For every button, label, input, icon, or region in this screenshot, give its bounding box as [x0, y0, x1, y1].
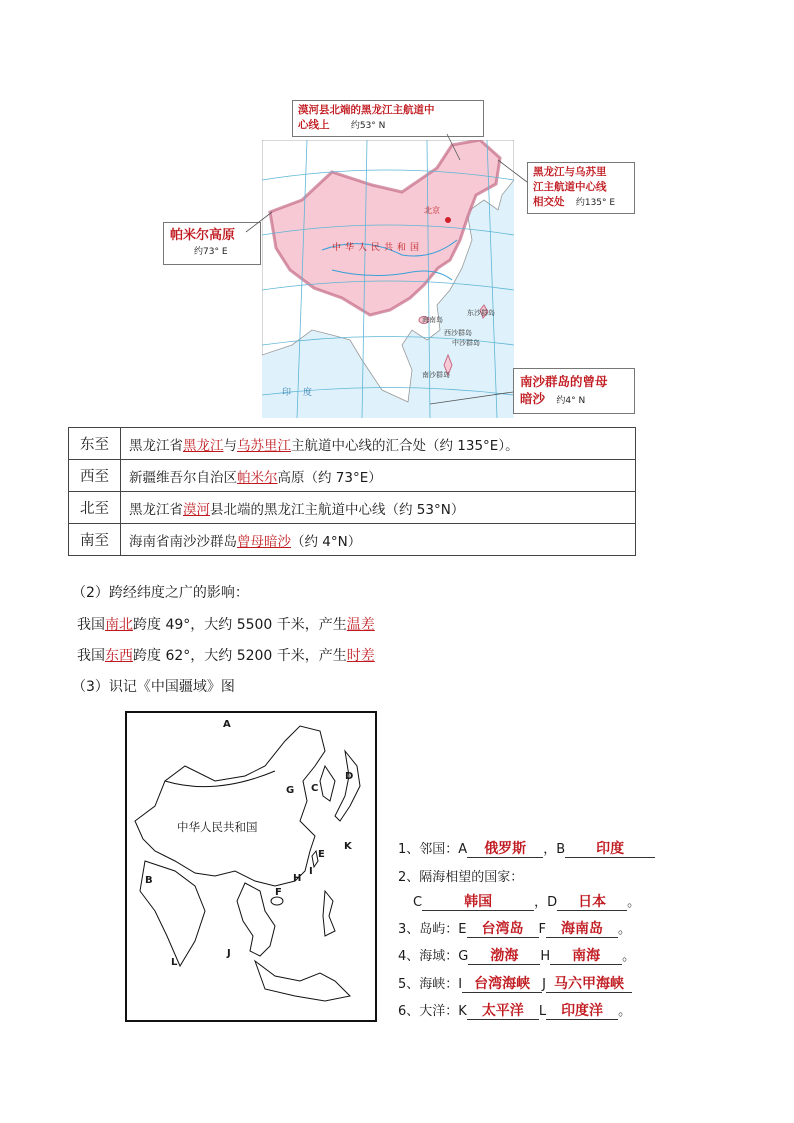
label-k: K — [344, 841, 352, 852]
answer-blank: 印度洋 — [546, 1003, 618, 1020]
q-letter: F — [538, 922, 546, 937]
q-letter: L — [538, 1004, 547, 1019]
q-end: 。 — [622, 949, 636, 964]
outline-map-title: 中华人民共和国 — [177, 820, 258, 834]
text: 黑龙江省 — [129, 501, 183, 518]
label-j: J — [227, 948, 231, 959]
q-num: 4、海域： — [398, 949, 459, 964]
q-end: 。 — [617, 922, 631, 937]
label-d: D — [345, 771, 354, 782]
answer-blank: 日本 — [557, 894, 627, 911]
east-callout-line3: 相交处 — [533, 196, 565, 208]
label-h: H — [293, 873, 302, 884]
row-content — [121, 492, 636, 524]
label-i: I — [309, 866, 313, 877]
row-content — [121, 428, 636, 460]
south-callout-line1: 南沙群岛的曾母 — [520, 374, 608, 389]
india-ocean-label: 印度 — [282, 388, 325, 398]
text: 与 — [223, 437, 237, 454]
keyword: 温差 — [346, 617, 375, 633]
label-b: B — [145, 875, 153, 886]
south-callout-coord: 约4° N — [556, 396, 586, 406]
keyword: 时差 — [346, 648, 375, 664]
zhongsha-label: 中沙群岛 — [452, 339, 480, 347]
answer-overseas-heading: 2、隔海相望的国家： — [398, 870, 524, 885]
q-letter: H — [540, 949, 551, 964]
xisha-label: 西沙群岛 — [444, 329, 472, 337]
answer-seas — [398, 945, 635, 965]
answer-blank: 南海 — [550, 948, 622, 965]
west-callout-coord: 约73° E — [194, 247, 228, 257]
text: 主航道中心线的汇合处（约 135°E）。 — [291, 437, 519, 454]
q-num: 3、岛屿： — [398, 922, 459, 937]
answer-blank: 台湾海峡 — [462, 976, 542, 993]
section3-heading: （3）识记《中国疆域》图 — [72, 679, 235, 695]
label-l: L — [171, 957, 178, 968]
q-letter: ，B — [543, 842, 566, 857]
section2-line1 — [77, 614, 375, 634]
north-callout-line2: 心线上 — [298, 119, 330, 131]
q-letter: J — [542, 977, 546, 992]
west-callout-line1: 帕米尔高原 — [170, 228, 236, 243]
east-callout-coord: 约135° E — [575, 198, 616, 208]
section2-heading: （2）跨经纬度之广的影响： — [72, 585, 249, 601]
capital-label: 北京 — [424, 206, 440, 215]
q-letter: ，D — [534, 895, 558, 910]
text: （约 4°N） — [291, 533, 362, 550]
q-num: 1、邻国： — [398, 842, 459, 857]
north-callout-coord: 约53° N — [350, 121, 386, 131]
nansha-label: 南沙群岛 — [422, 371, 450, 379]
north-callout-line1: 漠河县北端的黑龙江主航道中 — [298, 104, 435, 116]
q-end: 。 — [627, 895, 641, 910]
q-letter: G — [458, 949, 469, 964]
section2-line2 — [77, 645, 375, 665]
text: 跨度 49°，大约 5500 千米，产生 — [133, 617, 347, 633]
row-label: 北至 — [69, 492, 121, 524]
q-letter: C — [413, 895, 423, 910]
row-content — [121, 460, 636, 492]
table-row — [69, 492, 636, 524]
country-label: 中华人民共和国 — [332, 243, 424, 253]
q-letter: K — [458, 1004, 467, 1019]
text: 县北端的黑龙江主航道中心线（约 53°N） — [210, 501, 465, 518]
text: 新疆维吾尔自治区 — [129, 469, 237, 486]
q-letter: A — [458, 842, 468, 857]
keyword: 曾母暗沙 — [237, 533, 291, 550]
text: 海南省南沙沙群岛 — [129, 533, 237, 550]
table-row — [69, 428, 636, 460]
label-g: G — [286, 785, 295, 796]
answer-blank: 渤海 — [468, 948, 540, 965]
q-num: 6、大洋： — [398, 1004, 459, 1019]
label-c: C — [311, 783, 319, 794]
text: 跨度 62°，大约 5200 千米，产生 — [133, 648, 347, 664]
answer-blank: 俄罗斯 — [467, 841, 543, 858]
keyword: 南北 — [105, 617, 133, 633]
label-a: A — [223, 719, 231, 730]
keyword: 乌苏里江 — [237, 437, 291, 454]
q-letter: E — [458, 922, 467, 937]
keyword: 帕米尔 — [237, 469, 278, 486]
answer-blank: 太平洋 — [467, 1003, 539, 1020]
text: 我国 — [77, 617, 105, 633]
row-label: 南至 — [69, 524, 121, 556]
answer-blank: 韩国 — [422, 894, 534, 911]
answer-oceans — [398, 1000, 631, 1020]
q-end: 。 — [618, 1004, 632, 1019]
table-row — [69, 524, 636, 556]
east-callout-line1: 黑龙江与乌苏里 — [533, 166, 607, 178]
answer-straits — [398, 973, 632, 993]
east-callout-line2: 江主航道中心线 — [533, 181, 607, 193]
q-letter: I — [458, 977, 463, 992]
callout-leaders — [0, 0, 794, 430]
answer-blank: 印度 — [565, 841, 655, 858]
q-num: 5、海峡： — [398, 977, 459, 992]
text: 黑龙江省 — [129, 437, 183, 454]
answer-overseas — [413, 891, 640, 911]
label-e: E — [318, 849, 325, 860]
dongsha-label: 东沙群岛 — [467, 309, 495, 317]
row-label: 东至 — [69, 428, 121, 460]
answer-blank: 台湾岛 — [467, 921, 539, 938]
label-f: F — [275, 887, 282, 898]
china-territory-outline-map — [125, 711, 377, 1022]
answer-blank: 海南岛 — [546, 921, 618, 938]
row-content — [121, 524, 636, 556]
keyword: 东西 — [105, 648, 133, 664]
hainan-label: 海南岛 — [422, 316, 443, 324]
keyword: 黑龙江 — [183, 437, 224, 454]
table-row — [69, 460, 636, 492]
extremes-table — [68, 427, 636, 556]
answer-islands — [398, 918, 631, 938]
keyword: 漠河 — [183, 501, 210, 518]
answer-blank: 马六甲海峡 — [546, 976, 632, 993]
row-label: 西至 — [69, 460, 121, 492]
answer-neighbors — [398, 838, 655, 858]
text: 高原（约 73°E） — [277, 469, 382, 486]
south-callout-line2: 暗沙 — [520, 391, 546, 406]
text: 我国 — [77, 648, 105, 664]
